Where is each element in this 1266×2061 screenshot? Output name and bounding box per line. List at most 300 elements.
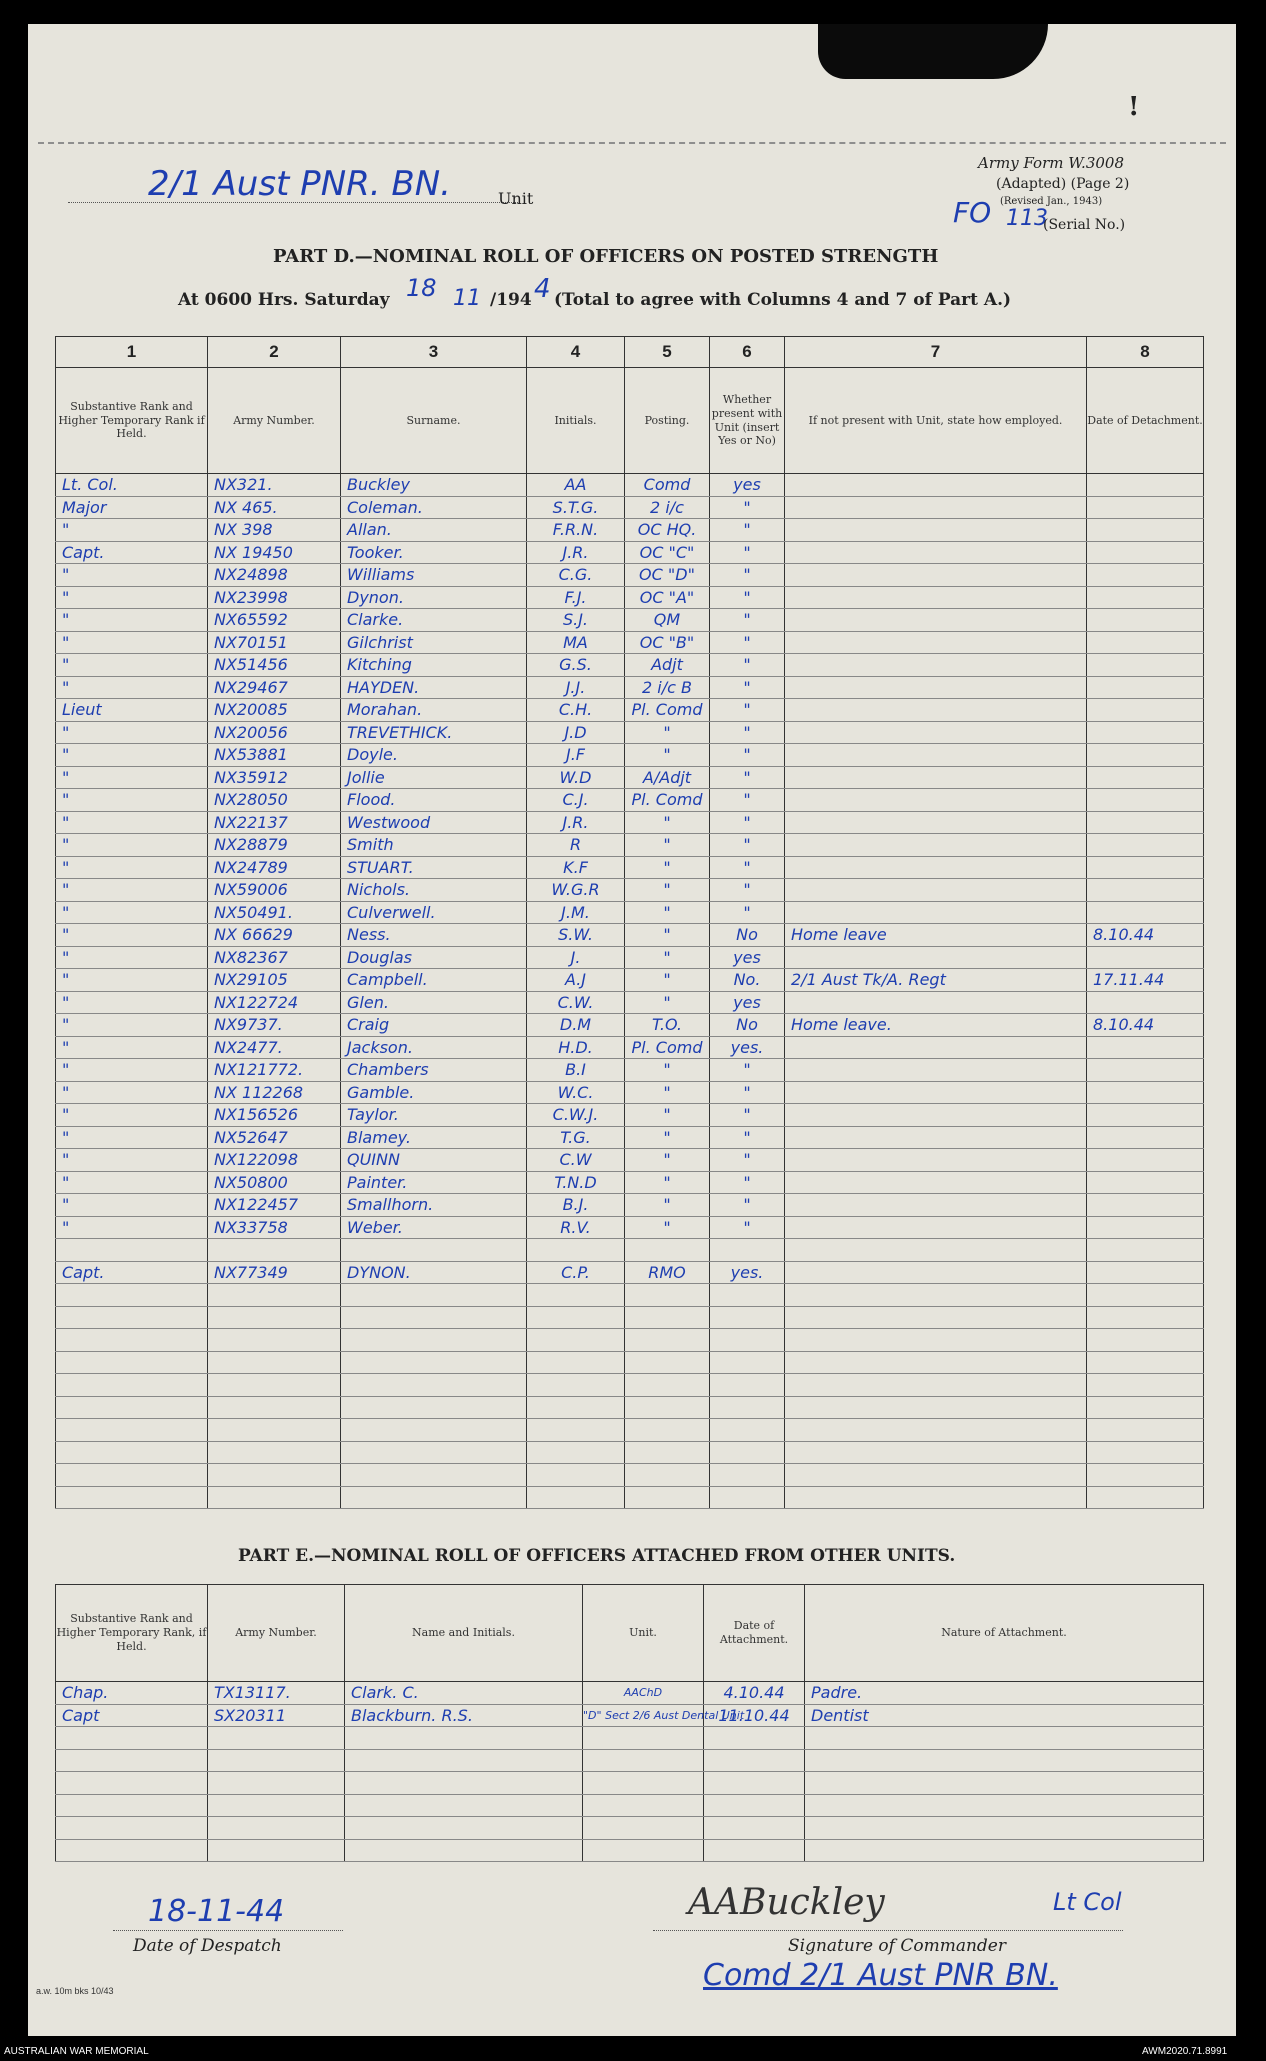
table-row [56, 1329, 1204, 1352]
table-row [56, 1351, 1204, 1374]
table-row [56, 1081, 1204, 1104]
table-cell: Doyle. [341, 744, 527, 767]
column-header: Unit. [583, 1585, 704, 1682]
table-cell [527, 1351, 625, 1374]
table-cell: Dynon. [341, 586, 527, 609]
table-cell: Capt. [56, 541, 208, 564]
table-row [56, 946, 1204, 969]
table-row [56, 1839, 1204, 1862]
table-cell [208, 1486, 341, 1509]
table-row [56, 609, 1204, 632]
table-row [56, 789, 1204, 812]
table-row [56, 1216, 1204, 1239]
table-row [56, 1261, 1204, 1284]
table-cell: " [56, 856, 208, 879]
despatch-label: Date of Despatch [133, 1936, 282, 1956]
table-cell [583, 1772, 704, 1795]
table-cell: "D" Sect 2/6 Aust Dental Unit [583, 1704, 704, 1727]
column-header: Date of Attachment. [704, 1585, 805, 1682]
table-row [56, 1284, 1204, 1307]
column-number: 1 [56, 337, 208, 368]
table-cell [710, 1306, 785, 1329]
column-header: Surname. [341, 368, 527, 474]
table-cell: NX28050 [208, 789, 341, 812]
table-cell: Smith [341, 834, 527, 857]
table-cell: " [56, 1216, 208, 1239]
table-cell: J.D [527, 721, 625, 744]
table-row [56, 1374, 1204, 1397]
column-number: 6 [710, 337, 785, 368]
table-cell: " [56, 879, 208, 902]
table-cell [1087, 586, 1204, 609]
table-cell [56, 1727, 208, 1750]
table-cell: " [56, 1126, 208, 1149]
table-cell: Capt. [56, 1261, 208, 1284]
table-row [56, 811, 1204, 834]
table-cell: Blamey. [341, 1126, 527, 1149]
table-cell: QM [625, 609, 710, 632]
column-header: Army Number. [208, 368, 341, 474]
table-cell: NX121772. [208, 1059, 341, 1082]
table-cell: NX122098 [208, 1149, 341, 1172]
column-number: 5 [625, 337, 710, 368]
table-cell: " [625, 1171, 710, 1194]
table-cell: G.S. [527, 654, 625, 677]
table-cell [625, 1441, 710, 1464]
table-row [56, 541, 1204, 564]
table-cell: Comd [625, 474, 710, 497]
table-cell [785, 1216, 1087, 1239]
table-cell: R [527, 834, 625, 857]
table-cell [785, 1329, 1087, 1352]
table-cell [1087, 609, 1204, 632]
table-cell: Campbell. [341, 969, 527, 992]
table-cell [625, 1306, 710, 1329]
table-cell: " [710, 1194, 785, 1217]
table-cell [527, 1486, 625, 1509]
table-cell: J.R. [527, 811, 625, 834]
table-cell [785, 1171, 1087, 1194]
table-cell: " [56, 969, 208, 992]
table-cell: Adjt [625, 654, 710, 677]
table-cell: TX13117. [208, 1682, 345, 1705]
table-row [56, 1149, 1204, 1172]
table-cell: " [710, 721, 785, 744]
table-cell: OC HQ. [625, 519, 710, 542]
table-row [56, 1239, 1204, 1262]
table-cell: Lt. Col. [56, 474, 208, 497]
form-adapted: (Adapted) (Page 2) [996, 176, 1130, 192]
table-cell: Dentist [805, 1704, 1204, 1727]
table-cell [785, 676, 1087, 699]
table-cell [785, 1284, 1087, 1307]
table-cell [1087, 766, 1204, 789]
table-cell: NX24789 [208, 856, 341, 879]
table-row [56, 1772, 1204, 1795]
table-cell [1087, 699, 1204, 722]
table-cell [785, 519, 1087, 542]
table-row [56, 1194, 1204, 1217]
perforation-line [38, 142, 1226, 144]
table-row [56, 901, 1204, 924]
table-cell: " [56, 721, 208, 744]
table-cell: AAChD [583, 1682, 704, 1705]
table-cell: NX 66629 [208, 924, 341, 947]
table-cell: Buckley [341, 474, 527, 497]
table-cell [710, 1239, 785, 1262]
table-cell [1087, 879, 1204, 902]
table-cell [785, 856, 1087, 879]
table-cell [625, 1464, 710, 1487]
table-cell: " [56, 676, 208, 699]
table-cell [208, 1329, 341, 1352]
table-cell [56, 1351, 208, 1374]
table-cell: Pl. Comd [625, 789, 710, 812]
table-cell: NX22137 [208, 811, 341, 834]
table-cell [208, 1374, 341, 1397]
column-header: Date of Detachment. [1087, 368, 1204, 474]
table-cell [1087, 991, 1204, 1014]
table-cell [345, 1749, 583, 1772]
column-number: 4 [527, 337, 625, 368]
table-cell: OC "A" [625, 586, 710, 609]
table-cell [56, 1396, 208, 1419]
table-cell: C.W. [527, 991, 625, 1014]
caption-right: AWM2020.71.8991 [1142, 2046, 1228, 2057]
table-cell: Weber. [341, 1216, 527, 1239]
unit-label: Unit [498, 189, 534, 208]
table-cell [527, 1464, 625, 1487]
table-cell [208, 1749, 345, 1772]
table-cell: S.W. [527, 924, 625, 947]
table-cell [785, 609, 1087, 632]
table-cell: Padre. [805, 1682, 1204, 1705]
table-cell [785, 834, 1087, 857]
table-cell: NX35912 [208, 766, 341, 789]
table-cell [625, 1351, 710, 1374]
table-cell [1087, 1126, 1204, 1149]
table-cell: Nichols. [341, 879, 527, 902]
table-cell: " [56, 991, 208, 1014]
table-cell [56, 1306, 208, 1329]
table-cell [1087, 519, 1204, 542]
table-cell: " [56, 1194, 208, 1217]
table-cell [1087, 564, 1204, 587]
table-cell: S.T.G. [527, 496, 625, 519]
table-cell [1087, 1374, 1204, 1397]
table-cell [710, 1441, 785, 1464]
table-cell [341, 1396, 527, 1419]
table-cell [704, 1817, 805, 1840]
table-cell [527, 1419, 625, 1442]
table-row [56, 699, 1204, 722]
table-cell: Culverwell. [341, 901, 527, 924]
signature-underline [653, 1930, 1123, 1931]
comd-line: Comd 2/1 Aust PNR BN. [703, 1958, 1058, 1993]
table-row [56, 991, 1204, 1014]
table-cell [704, 1727, 805, 1750]
table-cell [208, 1772, 345, 1795]
table-cell [56, 1239, 208, 1262]
signature-label: Signature of Commander [788, 1936, 1006, 1956]
caption-left: AUSTRALIAN WAR MEMORIAL [4, 2046, 149, 2057]
table-cell: " [56, 1104, 208, 1127]
table-cell [1087, 1171, 1204, 1194]
table-cell: Coleman. [341, 496, 527, 519]
table-cell [583, 1727, 704, 1750]
table-cell [208, 1441, 341, 1464]
table-cell [1087, 1351, 1204, 1374]
table-cell [710, 1486, 785, 1509]
table-cell: Chambers [341, 1059, 527, 1082]
column-header: Whether present with Unit (insert Yes or No) [710, 368, 785, 474]
table-cell: No [710, 924, 785, 947]
table-cell [785, 1239, 1087, 1262]
table-row [56, 1749, 1204, 1772]
table-cell [785, 721, 1087, 744]
table-cell: NX50491. [208, 901, 341, 924]
as-at-prefix: At 0600 Hrs. Saturday [178, 290, 390, 310]
table-cell [1087, 744, 1204, 767]
table-cell: NX59006 [208, 879, 341, 902]
unit-value: 2/1 Aust PNR. BN. [148, 164, 451, 204]
table-cell [345, 1794, 583, 1817]
table-cell: Clarke. [341, 609, 527, 632]
table-cell: Jollie [341, 766, 527, 789]
table-row [56, 1306, 1204, 1329]
table-cell: NX65592 [208, 609, 341, 632]
form-revised: (Revised Jan., 1943) [1000, 196, 1103, 207]
table-cell: " [710, 1171, 785, 1194]
table-cell: Painter. [341, 1171, 527, 1194]
table-row [56, 1794, 1204, 1817]
table-cell [785, 1374, 1087, 1397]
table-row [56, 1486, 1204, 1509]
table-row [56, 744, 1204, 767]
table-cell [785, 1486, 1087, 1509]
table-cell [208, 1284, 341, 1307]
table-cell: " [625, 1216, 710, 1239]
table-row [56, 969, 1204, 992]
table-cell: Craig [341, 1014, 527, 1037]
table-cell: " [56, 564, 208, 587]
table-cell: Pl. Comd [625, 699, 710, 722]
table-cell: NX 19450 [208, 541, 341, 564]
table-cell: Ness. [341, 924, 527, 947]
table-cell: NX20085 [208, 699, 341, 722]
table-cell [785, 789, 1087, 812]
table-cell [341, 1284, 527, 1307]
table-cell [56, 1374, 208, 1397]
table-cell [341, 1464, 527, 1487]
table-cell: J.R. [527, 541, 625, 564]
table-cell [527, 1306, 625, 1329]
table-cell [710, 1464, 785, 1487]
table-cell [785, 766, 1087, 789]
table-cell [1087, 1486, 1204, 1509]
table-cell [341, 1486, 527, 1509]
table-cell: NX122457 [208, 1194, 341, 1217]
table-cell: Lieut [56, 699, 208, 722]
table-cell: NX52647 [208, 1126, 341, 1149]
table-cell: yes [710, 991, 785, 1014]
table-cell: NX29105 [208, 969, 341, 992]
table-cell: " [710, 901, 785, 924]
table-cell [208, 1464, 341, 1487]
column-header: Name and Initials. [345, 1585, 583, 1682]
table-cell: C.W [527, 1149, 625, 1172]
table-cell: W.C. [527, 1081, 625, 1104]
table-row [56, 1014, 1204, 1037]
table-row [56, 1704, 1204, 1727]
table-cell [56, 1486, 208, 1509]
table-cell: " [710, 879, 785, 902]
table-cell [208, 1817, 345, 1840]
table-cell: Chap. [56, 1682, 208, 1705]
table-cell: K.F [527, 856, 625, 879]
table-cell: " [710, 564, 785, 587]
table-row [56, 1036, 1204, 1059]
table-cell [785, 1194, 1087, 1217]
table-row [56, 766, 1204, 789]
table-cell [704, 1839, 805, 1862]
table-cell: 2/1 Aust Tk/A. Regt [785, 969, 1087, 992]
table-cell: J.J. [527, 676, 625, 699]
table-cell: D.M [527, 1014, 625, 1037]
table-cell [56, 1464, 208, 1487]
table-row [56, 1441, 1204, 1464]
table-cell [805, 1727, 1204, 1750]
table-cell: Williams [341, 564, 527, 587]
table-row [56, 564, 1204, 587]
table-cell: " [710, 541, 785, 564]
table-cell: C.W.J. [527, 1104, 625, 1127]
table-cell [785, 1419, 1087, 1442]
table-cell [527, 1374, 625, 1397]
table-cell [710, 1284, 785, 1307]
table-cell [1087, 1194, 1204, 1217]
table-cell: A/Adjt [625, 766, 710, 789]
table-cell: 4.10.44 [704, 1682, 805, 1705]
table-cell: yes [710, 946, 785, 969]
table-cell [341, 1306, 527, 1329]
table-row [56, 1464, 1204, 1487]
table-cell [785, 541, 1087, 564]
table-cell [625, 1486, 710, 1509]
table-cell: AA [527, 474, 625, 497]
table-cell [1087, 1239, 1204, 1262]
table-cell: " [710, 744, 785, 767]
table-cell [805, 1772, 1204, 1795]
table-cell: NX28879 [208, 834, 341, 857]
commander-signature: AABuckley [688, 1882, 885, 1923]
table-cell: 8.10.44 [1087, 1014, 1204, 1037]
column-header: Substantive Rank and Higher Temporary Rank, if Held. [56, 1585, 208, 1682]
table-cell [1087, 1396, 1204, 1419]
table-cell [527, 1239, 625, 1262]
table-cell: Douglas [341, 946, 527, 969]
table-row [56, 1104, 1204, 1127]
year-hand: 4 [534, 274, 551, 304]
table-cell: RMO [625, 1261, 710, 1284]
table-cell [1087, 721, 1204, 744]
table-cell [704, 1794, 805, 1817]
table-cell: OC "B" [625, 631, 710, 654]
table-cell [785, 1441, 1087, 1464]
table-cell: Taylor. [341, 1104, 527, 1127]
table-cell: " [710, 496, 785, 519]
table-cell [56, 1284, 208, 1307]
table-cell: Flood. [341, 789, 527, 812]
table-cell: NX77349 [208, 1261, 341, 1284]
table-row [56, 654, 1204, 677]
table-cell [341, 1374, 527, 1397]
table-cell: " [56, 1081, 208, 1104]
table-cell [208, 1794, 345, 1817]
column-number: 3 [341, 337, 527, 368]
table-cell: " [625, 991, 710, 1014]
table-cell: Glen. [341, 991, 527, 1014]
part-d-title: PART D.—NOMINAL ROLL OF OFFICERS ON POSTED STRENGTH [273, 246, 939, 267]
table-cell: Allan. [341, 519, 527, 542]
column-number: 2 [208, 337, 341, 368]
table-cell: Capt [56, 1704, 208, 1727]
table-cell: " [710, 631, 785, 654]
table-cell [1087, 474, 1204, 497]
table-cell [56, 1329, 208, 1352]
table-cell: NX70151 [208, 631, 341, 654]
table-cell: NX 398 [208, 519, 341, 542]
column-header: Posting. [625, 368, 710, 474]
table-cell: " [56, 586, 208, 609]
table-cell: " [56, 519, 208, 542]
table-cell [785, 1396, 1087, 1419]
table-cell: NX122724 [208, 991, 341, 1014]
table-cell [785, 1104, 1087, 1127]
table-cell: QUINN [341, 1149, 527, 1172]
table-cell: T.O. [625, 1014, 710, 1037]
table-cell: " [710, 1149, 785, 1172]
table-cell [704, 1749, 805, 1772]
table-cell [785, 586, 1087, 609]
as-at-suffix: (Total to agree with Columns 4 and 7 of Part A.) [554, 290, 1012, 310]
table-row [56, 1396, 1204, 1419]
table-cell: " [710, 1059, 785, 1082]
table-cell [625, 1239, 710, 1262]
table-cell [710, 1374, 785, 1397]
table-cell [625, 1374, 710, 1397]
table-cell [785, 1261, 1087, 1284]
table-cell: F.J. [527, 586, 625, 609]
table-row [56, 856, 1204, 879]
table-cell [1087, 1036, 1204, 1059]
table-cell: Westwood [341, 811, 527, 834]
table-cell [208, 1351, 341, 1374]
torn-corner [818, 24, 1048, 79]
table-cell [785, 1306, 1087, 1329]
table-cell [805, 1839, 1204, 1862]
table-cell: NX51456 [208, 654, 341, 677]
table-cell: " [710, 1081, 785, 1104]
table-cell [785, 879, 1087, 902]
table-cell: Smallhorn. [341, 1194, 527, 1217]
table-cell [56, 1817, 208, 1840]
table-cell [1087, 541, 1204, 564]
table-cell [1087, 676, 1204, 699]
year-printed: /194 [490, 290, 532, 310]
table-cell [785, 1351, 1087, 1374]
table-cell [583, 1794, 704, 1817]
